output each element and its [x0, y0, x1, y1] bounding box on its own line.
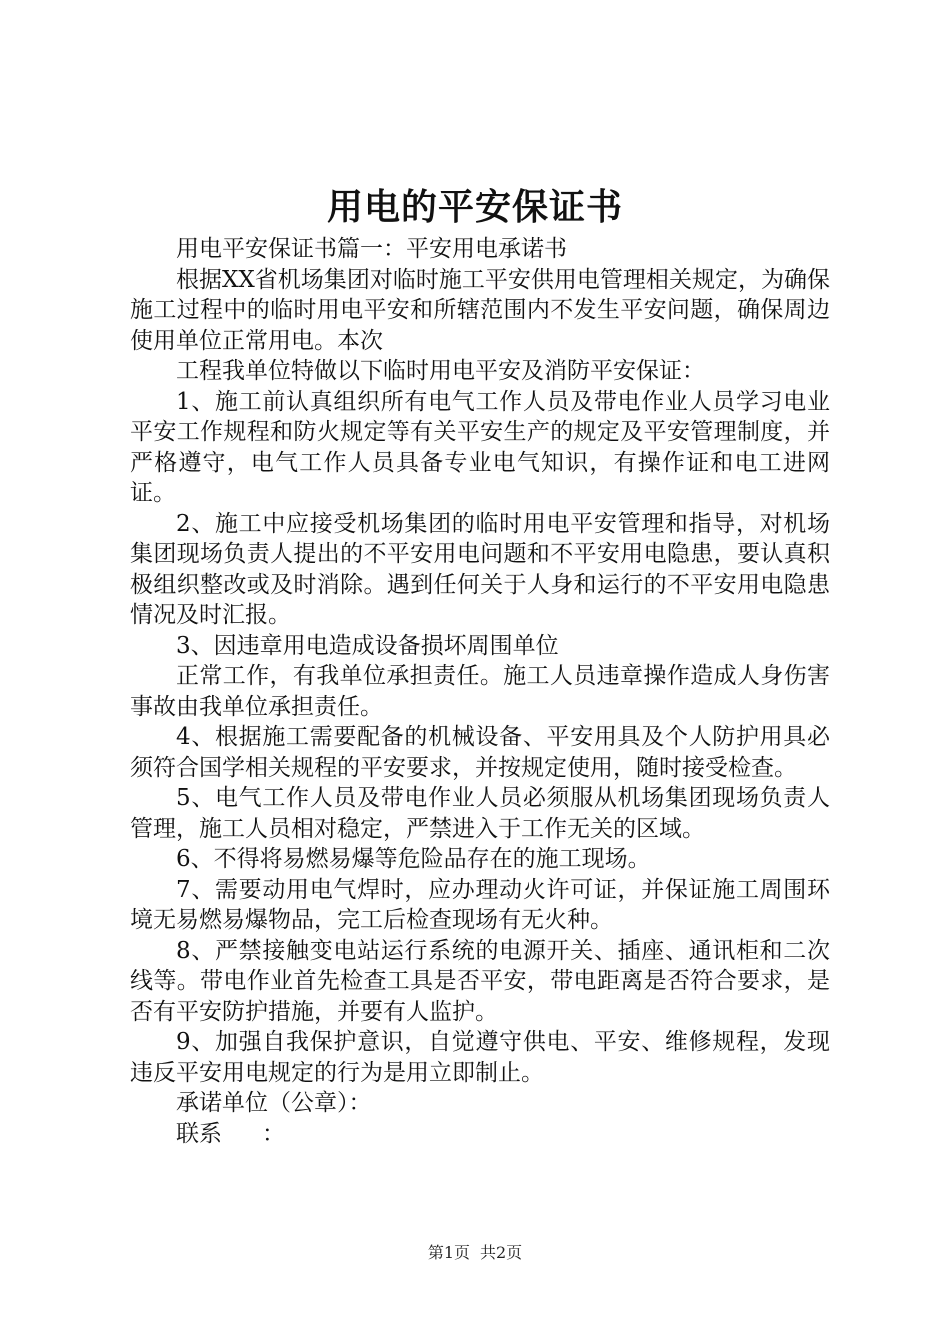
- signature-label: 承诺单位（公章）：: [176, 1090, 372, 1116]
- paragraph: 2、施工中应接受机场集团的临时用电平安管理和指导，对机场集团现场负责人提出的不平安用电问题和不平安用电隐患，要认真积极组织整改或及时消除。遇到任何关于人身和运行的不平安用电隐患情况及时汇报。: [130, 510, 830, 628]
- page-number: 第1页: [427, 1243, 470, 1262]
- paragraph: 根据XX省机场集团对临时施工平安供用电管理相关规定，为确保施工过程中的临时用电平安和所辖范围内不发生平安问题，确保周边使用单位正常用电。本次: [130, 266, 830, 354]
- paragraph: 5、电气工作人员及带电作业人员必须服从机场集团现场负责人管理，施工人员相对稳定，严禁进入于工作无关的区域。: [130, 785, 830, 842]
- paragraph: 1、施工前认真组织所有电气工作人员及带电作业人员学习电业平安工作规程和防火规定等有关平安生产的规定及平安管理制度，并严格遵守，电气工作人员具备专业电气知识，有操作证和电工进网证。: [130, 388, 830, 506]
- paragraph: 3、因违章用电造成设备损坏周围单位: [176, 632, 559, 659]
- paragraph: 7、需要动用电气焊时，应办理动火许可证，并保证施工周围环境无易燃易爆物品，完工后检查现场有无火种。: [130, 876, 830, 933]
- contact-colon: ：: [262, 1120, 285, 1147]
- paragraph: 正常工作，有我单位承担责任。施工人员违章操作造成人身伤害事故由我单位承担责任。: [130, 663, 830, 720]
- page-total: 共2页: [480, 1243, 523, 1262]
- paragraph: 8、严禁接触变电站运行系统的电源开关、插座、通讯柜和二次线等。带电作业首先检查工具是否平安，带电距离是否符合要求，是否有平安防护措施，并要有人监护。: [130, 937, 830, 1025]
- paragraph: 用电平安保证书篇一：平安用电承诺书: [176, 236, 567, 262]
- paragraph: 4、根据施工需要配备的机械设备、平安用具及个人防护用具必须符合国学相关规程的平安要求，并按规定使用，随时接受检查。: [130, 724, 830, 781]
- contact-line: [130, 1119, 830, 1150]
- document-body: [130, 234, 830, 1149]
- page-title: 用电的平安保证书: [326, 186, 623, 228]
- contact-label: 联系: [176, 1120, 222, 1147]
- paragraph: 工程我单位特做以下临时用电平安及消防平安保证：: [176, 358, 705, 384]
- paragraph: 9、加强自我保护意识，自觉遵守供电、平安、维修规程，发现违反平安用电规定的行为是用立即制止。: [130, 1029, 830, 1086]
- paragraph: 6、不得将易燃易爆等危险品存在的施工现场。: [176, 846, 651, 872]
- page-footer: [0, 1241, 950, 1265]
